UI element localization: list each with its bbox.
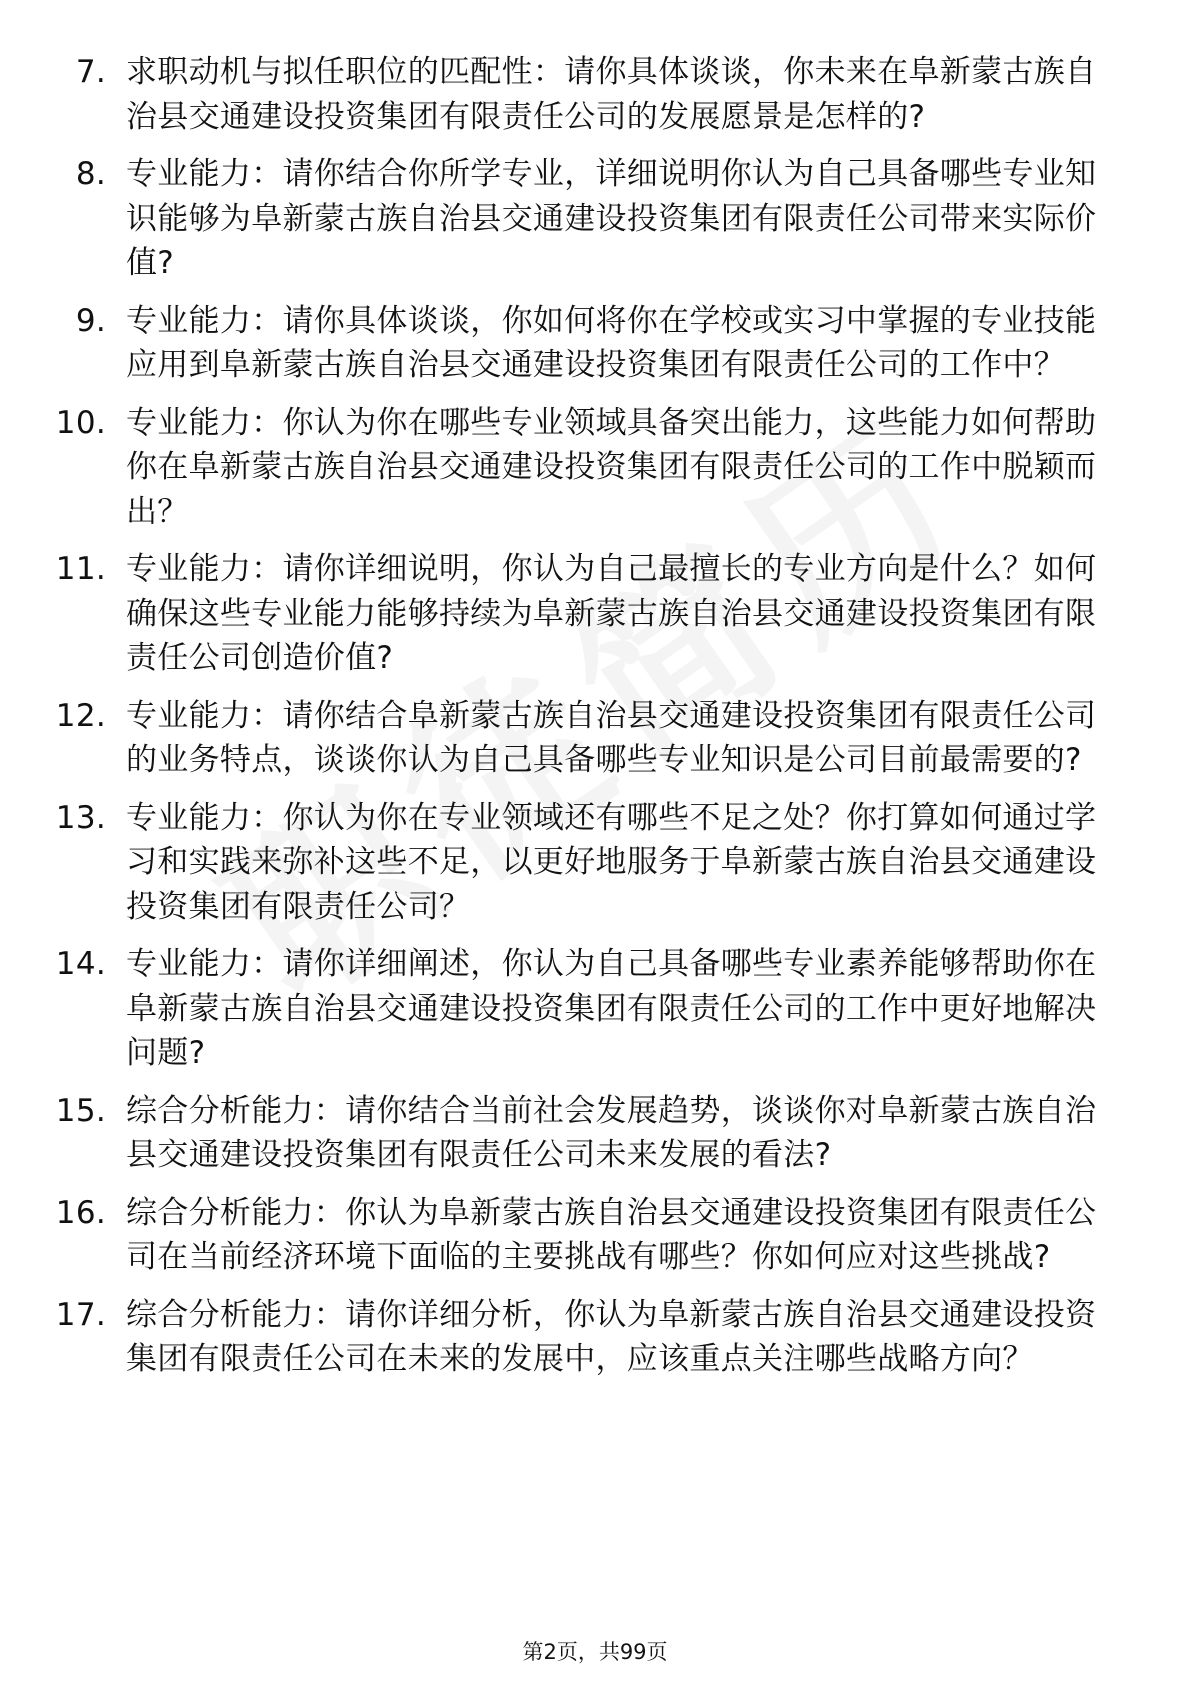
- question-text: 专业能力：请你详细说明，你认为自己最擅长的专业方向是什么？如何确保这些专业能力能够持续为阜新蒙古族自治县交通建设投资集团有限责任公司创造价值?: [126, 551, 1097, 676]
- question-item: [0, 50, 1116, 139]
- question-text: 综合分析能力：请你详细分析，你认为阜新蒙古族自治县交通建设投资集团有限责任公司在未来的发展中，应该重点关注哪些战略方向？: [126, 1296, 1097, 1377]
- question-number: 12.: [55, 697, 106, 734]
- question-text: 专业能力：请你详细阐述，你认为自己具备哪些专业素养能够帮助你在阜新蒙古族自治县交通建设投资集团有限责任公司的工作中更好地解决问题?: [126, 946, 1097, 1071]
- question-item: [0, 152, 1116, 286]
- question-text: 综合分析能力：你认为阜新蒙古族自治县交通建设投资集团有限责任公司在当前经济环境下面临的主要挑战有哪些？你如何应对这些挑战?: [126, 1194, 1097, 1275]
- question-number: 15.: [55, 1092, 106, 1129]
- question-number: 14.: [55, 946, 106, 982]
- question-number: 9.: [75, 302, 106, 339]
- question-number: 7.: [75, 54, 106, 90]
- question-text: 专业能力：请你结合你所学专业，详细说明你认为自己具备哪些专业知识能够为阜新蒙古族自治县交通建设投资集团有限责任公司带来实际价值?: [126, 156, 1097, 281]
- question-text: 专业能力：请你具体谈谈，你如何将你在学校或实习中掌握的专业技能应用到阜新蒙古族自治县交通建设投资集团有限责任公司的工作中？: [126, 302, 1097, 383]
- question-item: [0, 796, 1116, 930]
- question-item: [0, 1089, 1116, 1178]
- question-number: 13.: [55, 799, 106, 836]
- question-text: 专业能力：你认为你在专业领域还有哪些不足之处？你打算如何通过学习和实践来弥补这些不足，以更好地服务于阜新蒙古族自治县交通建设投资集团有限责任公司？: [126, 799, 1097, 925]
- question-list: [0, 50, 1190, 1395]
- question-item: [0, 942, 1116, 1076]
- question-item: [0, 299, 1116, 388]
- question-number: 10.: [55, 404, 106, 441]
- question-number: 8.: [75, 156, 106, 192]
- page-number: 第2页，共99页: [522, 1640, 668, 1664]
- question-text: 专业能力：你认为你在哪些专业领域具备突出能力，这些能力如何帮助你在阜新蒙古族自治县交通建设投资集团有限责任公司的工作中脱颖而出？: [126, 404, 1097, 530]
- question-item: [0, 547, 1116, 681]
- question-number: 16.: [55, 1194, 106, 1231]
- question-item: [0, 401, 1116, 535]
- question-text: 综合分析能力：请你结合当前社会发展趋势，谈谈你对阜新蒙古族自治县交通建设投资集团有限责任公司未来发展的看法?: [126, 1092, 1097, 1173]
- question-number: 11.: [55, 551, 106, 587]
- question-text: 求职动机与拟任职位的匹配性：请你具体谈谈，你未来在阜新蒙古族自治县交通建设投资集团有限责任公司的发展愿景是怎样的?: [126, 54, 1097, 135]
- question-item: [0, 1293, 1116, 1382]
- question-text: 专业能力：请你结合阜新蒙古族自治县交通建设投资集团有限责任公司的业务特点，谈谈你认为自己具备哪些专业知识是公司目前最需要的?: [126, 697, 1097, 778]
- question-number: 17.: [55, 1296, 106, 1333]
- question-item: [0, 1191, 1116, 1280]
- question-item: [0, 694, 1116, 783]
